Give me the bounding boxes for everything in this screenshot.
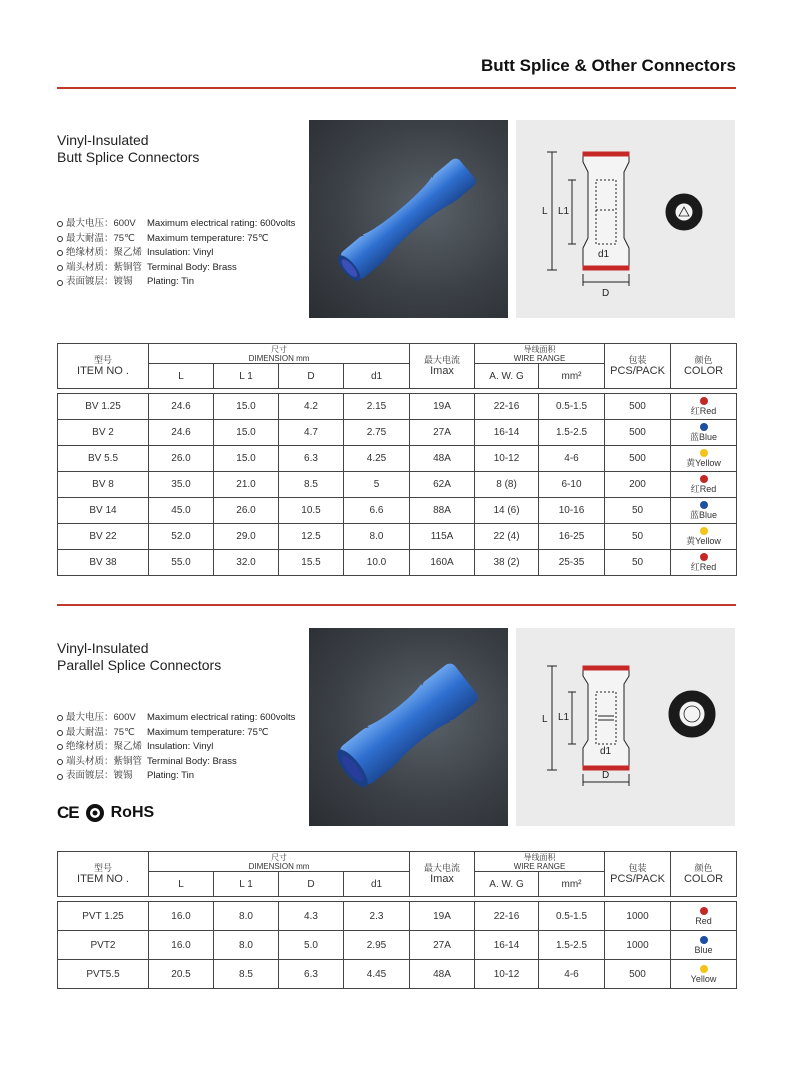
cell-D: 12.5 [279, 524, 344, 550]
cell-pack: 1000 [605, 902, 671, 931]
header-wire: 导线面积 WIRE RANGE [475, 344, 605, 364]
spec-en: Insulation: Vinyl [147, 247, 214, 259]
cell-awg: 16-14 [475, 931, 539, 960]
cell-D: 6.3 [279, 446, 344, 472]
header-L1: L 1 [214, 364, 279, 389]
header-dimension: 尺寸 DIMENSION mm [149, 852, 410, 872]
dimension-drawing-icon [516, 120, 735, 318]
section2-title-line1: Vinyl-Insulated [57, 640, 149, 656]
cell-L1: 32.0 [214, 550, 279, 576]
spec-cn: 表面镀层：镀锡 [66, 276, 133, 288]
label-D: D [602, 288, 610, 299]
cell-pack: 500 [605, 960, 671, 989]
cell-D: 15.5 [279, 550, 344, 576]
table-row [58, 550, 737, 576]
cell-item: BV 8 [58, 472, 149, 498]
color-dot-red-icon [700, 397, 708, 405]
header-d1: d1 [344, 364, 410, 389]
header-L: L [149, 872, 214, 897]
cell-awg: 10-12 [475, 960, 539, 989]
table-row [58, 524, 737, 550]
cell-L1: 15.0 [214, 446, 279, 472]
cell-color: Blue [671, 931, 737, 960]
color-dot-yellow-icon [700, 527, 708, 535]
cell-pack: 500 [605, 420, 671, 446]
bullet-icon [57, 280, 63, 286]
cell-item: BV 22 [58, 524, 149, 550]
cell-color: 蓝Blue [671, 498, 737, 524]
cell-pack: 50 [605, 498, 671, 524]
table-row [58, 931, 737, 960]
cell-imax: 19A [410, 394, 475, 420]
spec-en: Maximum electrical rating: 600volts [147, 712, 296, 723]
spec-cn: 绝缘材质：聚乙烯 [66, 247, 143, 259]
cell-item: BV 1.25 [58, 394, 149, 420]
label-L: L [542, 206, 548, 217]
cell-item: BV 2 [58, 420, 149, 446]
cell-L1: 21.0 [214, 472, 279, 498]
table-row [58, 420, 737, 446]
cell-L: 55.0 [149, 550, 214, 576]
cell-color: Yellow [671, 960, 737, 989]
header-wire: 导线面积 WIRE RANGE [475, 852, 605, 872]
label-L: L [542, 714, 548, 725]
header-imax: 最大电流 Imax [410, 344, 475, 389]
cell-L1: 15.0 [214, 420, 279, 446]
page-title: Butt Splice & Other Connectors [480, 56, 736, 75]
header-awg: A. W. G [475, 872, 539, 897]
cell-d1: 4.25 [344, 446, 410, 472]
cell-imax: 48A [410, 446, 475, 472]
cell-mm2: 1.5-2.5 [539, 931, 605, 960]
cell-pack: 1000 [605, 931, 671, 960]
color-dot-red-icon [700, 907, 708, 915]
cell-item: BV 5.5 [58, 446, 149, 472]
cell-awg: 22 (4) [475, 524, 539, 550]
cell-awg: 16-14 [475, 420, 539, 446]
cell-imax: 62A [410, 472, 475, 498]
cell-D: 10.5 [279, 498, 344, 524]
spec-item [57, 246, 295, 261]
butt-splice-photo [309, 120, 508, 318]
spec-item [57, 232, 295, 247]
spec-en: Terminal Body: Brass [147, 755, 237, 767]
table-row [58, 960, 737, 989]
bullet-icon [57, 250, 63, 256]
cell-d1: 6.6 [344, 498, 410, 524]
cell-L1: 8.0 [214, 902, 279, 931]
cell-color: Red [671, 902, 737, 931]
spec-en: Maximum temperature: 75℃ [147, 232, 269, 244]
header-D: D [279, 872, 344, 897]
cell-mm2: 25-35 [539, 550, 605, 576]
spec-cn: 绝缘材质：聚乙烯 [66, 741, 143, 753]
cell-d1: 10.0 [344, 550, 410, 576]
cell-pack: 50 [605, 524, 671, 550]
spec-item [57, 217, 295, 232]
spec-en: Maximum temperature: 75℃ [147, 726, 269, 738]
cell-d1: 5 [344, 472, 410, 498]
bullet-icon [57, 730, 63, 736]
color-dot-blue-icon [700, 423, 708, 431]
cell-D: 4.2 [279, 394, 344, 420]
cell-imax: 48A [410, 960, 475, 989]
cell-item: PVT2 [58, 931, 149, 960]
cell-L1: 8.5 [214, 960, 279, 989]
cell-pack: 200 [605, 472, 671, 498]
spec-item [57, 261, 295, 276]
bullet-icon [57, 265, 63, 271]
header-d1: d1 [344, 872, 410, 897]
cell-mm2: 4-6 [539, 446, 605, 472]
color-dot-blue-icon [700, 501, 708, 509]
spec-en: Maximum electrical rating: 600volts [147, 218, 296, 229]
cell-L1: 15.0 [214, 394, 279, 420]
header-imax: 最大电流 Imax [410, 852, 475, 897]
cell-L1: 8.0 [214, 931, 279, 960]
cell-imax: 88A [410, 498, 475, 524]
cell-L: 45.0 [149, 498, 214, 524]
bullet-icon [57, 221, 63, 227]
cell-color: 红Red [671, 394, 737, 420]
butt-splice-table [57, 343, 737, 576]
cell-awg: 8 (8) [475, 472, 539, 498]
cell-color: 红Red [671, 550, 737, 576]
cell-L1: 29.0 [214, 524, 279, 550]
cell-imax: 160A [410, 550, 475, 576]
bullet-icon [57, 759, 63, 765]
cell-mm2: 10-16 [539, 498, 605, 524]
spec-item [57, 711, 295, 726]
cell-d1: 2.3 [344, 902, 410, 931]
parallel-splice-drawing [516, 628, 735, 826]
cell-item: BV 38 [58, 550, 149, 576]
spec-cn: 端头材质：紫铜管 [66, 755, 143, 767]
sgs-seal-icon [85, 803, 105, 823]
label-d1: d1 [600, 746, 612, 757]
cell-awg: 22-16 [475, 902, 539, 931]
cell-color: 黄Yellow [671, 446, 737, 472]
cell-color: 红Red [671, 472, 737, 498]
header-divider [57, 87, 736, 89]
cell-D: 8.5 [279, 472, 344, 498]
cell-L: 24.6 [149, 420, 214, 446]
table-row [58, 498, 737, 524]
spec-item [57, 755, 295, 770]
cell-D: 4.7 [279, 420, 344, 446]
spec-en: Insulation: Vinyl [147, 741, 214, 753]
table-header-row [58, 852, 737, 872]
header-item: 型号 ITEM NO . [58, 852, 149, 897]
header-D: D [279, 364, 344, 389]
label-L1: L1 [558, 712, 570, 723]
table-row [58, 446, 737, 472]
section1-spec-list [57, 217, 295, 290]
section2-title [57, 640, 221, 674]
cell-awg: 38 (2) [475, 550, 539, 576]
cell-mm2: 6-10 [539, 472, 605, 498]
header-dimension: 尺寸 DIMENSION mm [149, 344, 410, 364]
cell-d1: 2.15 [344, 394, 410, 420]
bullet-icon [57, 236, 63, 242]
header-item: 型号 ITEM NO . [58, 344, 149, 389]
cell-imax: 115A [410, 524, 475, 550]
cell-D: 5.0 [279, 931, 344, 960]
header-color: 颜色 COLOR [671, 344, 737, 389]
color-dot-yellow-icon [700, 965, 708, 973]
label-L1: L1 [558, 206, 570, 217]
section1-title-line1: Vinyl-Insulated [57, 132, 149, 148]
cell-color: 蓝Blue [671, 420, 737, 446]
cell-d1: 2.95 [344, 931, 410, 960]
cell-L: 16.0 [149, 902, 214, 931]
cell-imax: 27A [410, 420, 475, 446]
section2-title-line2: Parallel Splice Connectors [57, 657, 222, 673]
color-dot-red-icon [700, 553, 708, 561]
table-row [58, 394, 737, 420]
header-pack: 包装 PCS/PACK [605, 852, 671, 897]
parallel-splice-table [57, 851, 737, 989]
cell-pack: 500 [605, 446, 671, 472]
table-row [58, 902, 737, 931]
cell-color: 黄Yellow [671, 524, 737, 550]
parallel-splice-photo [309, 628, 508, 826]
color-dot-blue-icon [700, 936, 708, 944]
cell-mm2: 4-6 [539, 960, 605, 989]
spec-en: Terminal Body: Brass [147, 261, 237, 273]
header-L1: L 1 [214, 872, 279, 897]
section1-title [57, 132, 199, 166]
table-row [58, 472, 737, 498]
cell-awg: 10-12 [475, 446, 539, 472]
color-dot-yellow-icon [700, 449, 708, 457]
ce-mark: CE [57, 803, 79, 822]
header-awg: A. W. G [475, 364, 539, 389]
header-color: 颜色 COLOR [671, 852, 737, 897]
header-pack: 包装 PCS/PACK [605, 344, 671, 389]
label-d1: d1 [598, 249, 610, 260]
spec-cn: 最大耐温：75℃ [66, 232, 135, 244]
cell-awg: 14 (6) [475, 498, 539, 524]
cell-d1: 4.45 [344, 960, 410, 989]
parallel-splice-connector-icon [309, 628, 508, 826]
cell-L: 20.5 [149, 960, 214, 989]
cell-mm2: 16-25 [539, 524, 605, 550]
cell-item: PVT5.5 [58, 960, 149, 989]
label-D: D [602, 770, 610, 781]
header-L: L [149, 364, 214, 389]
spec-item [57, 769, 295, 784]
cell-L: 26.0 [149, 446, 214, 472]
spec-item [57, 275, 295, 290]
cell-item: BV 14 [58, 498, 149, 524]
cell-imax: 27A [410, 931, 475, 960]
spec-item [57, 740, 295, 755]
spec-en: Plating: Tin [147, 276, 194, 288]
cell-D: 4.3 [279, 902, 344, 931]
header-mm2: mm² [539, 872, 605, 897]
spec-en: Plating: Tin [147, 770, 194, 782]
cell-L: 52.0 [149, 524, 214, 550]
cell-item: PVT 1.25 [58, 902, 149, 931]
cell-L1: 26.0 [214, 498, 279, 524]
cell-awg: 22-16 [475, 394, 539, 420]
spec-cn: 表面镀层：镀锡 [66, 770, 133, 782]
cell-L: 35.0 [149, 472, 214, 498]
bullet-icon [57, 715, 63, 721]
color-dot-red-icon [700, 475, 708, 483]
section1-title-line2: Butt Splice Connectors [57, 149, 200, 165]
cell-imax: 19A [410, 902, 475, 931]
spec-cn: 最大电压：600V [66, 712, 136, 723]
certification-logos [57, 803, 154, 823]
butt-splice-drawing [516, 120, 735, 318]
section2-spec-list [57, 711, 295, 784]
spec-cn: 端头材质：紫铜管 [66, 261, 143, 273]
bullet-icon [57, 744, 63, 750]
cell-pack: 500 [605, 394, 671, 420]
cell-mm2: 1.5-2.5 [539, 420, 605, 446]
bullet-icon [57, 774, 63, 780]
header-mm2: mm² [539, 364, 605, 389]
spec-item [57, 726, 295, 741]
cell-mm2: 0.5-1.5 [539, 902, 605, 931]
spec-cn: 最大电压：600V [66, 218, 136, 229]
cell-L: 24.6 [149, 394, 214, 420]
cell-pack: 50 [605, 550, 671, 576]
cell-mm2: 0.5-1.5 [539, 394, 605, 420]
butt-splice-connector-icon [309, 120, 508, 318]
rohs-mark: RoHS [110, 804, 155, 821]
table-header-row [58, 344, 737, 364]
cell-D: 6.3 [279, 960, 344, 989]
cell-L: 16.0 [149, 931, 214, 960]
cell-d1: 8.0 [344, 524, 410, 550]
cell-d1: 2.75 [344, 420, 410, 446]
spec-cn: 最大耐温：75℃ [66, 726, 135, 738]
section-divider [57, 604, 736, 606]
dimension-drawing-icon [516, 628, 735, 826]
